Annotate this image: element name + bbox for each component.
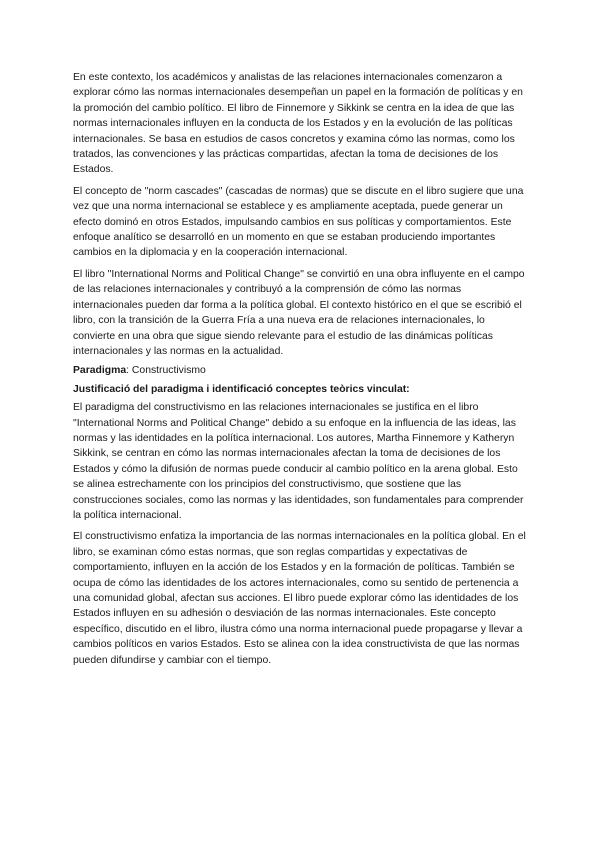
justification-paragraph-1: El paradigma del constructivismo en las relaciones internacionales se justifica en el libro "International Norms and Political Change" debido a su enfoque en la influencia de las ideas, las normas y las identidades en la política internacional. Los autores, Martha Finnemore y Katheryn Sikkink, se centran en cómo las normas internacionales afectan la toma de decisiones de los Estados y cómo la difusión de normas puede conducir al cambio político en la arena global. Esto se alinea estrechamente con los principios del constructivismo, que sostiene que las construcciones sociales, como las normas y las identidades, son fundamentales para comprender la política internacional.	[73, 402, 524, 521]
justification-heading: Justificació del paradigma i identificació conceptes teòrics vinculat:	[73, 383, 410, 395]
document-page	[73, 70, 528, 674]
intro-paragraph-context: En este contexto, los académicos y analistas de las relaciones internacionales comenzaron a explorar cómo las normas internacionales desempeñan un papel en la formación de políticas y en la promoción del cambio político. El libro de Finnemore y Sikkink se centra en la idea de que las normas internacionales influyen en la conducta de los Estados y en la evolución de las políticas internacionales. Se basa en estudios de casos concretos y examina cómo las normas, como los tratados, las convenciones y las prácticas compartidas, afectan la toma de decisiones de los Estados.	[73, 72, 523, 176]
paradigm-line	[73, 363, 528, 378]
justification-paragraph-2: El constructivismo enfatiza la importancia de las normas internacionales en la política global. En el libro, se examinan cómo estas normas, que son reglas compartidas y expectativas de comportamiento, influyen en la acción de los Estados y en la formación de políticas. También se ocupa de cómo las identidades de los actores internacionales, como su sentido de pertenencia a una comunidad global, afectan sus acciones. El libro puede explorar cómo las identidades de los Estados influyen en su adhesión o desviación de las normas internacionales. Este concepto específico, discutido en el libro, ilustra cómo una norma internacional puede propagarse y llevar a cambios políticos en varios Estados. Esto se alinea con la idea constructivista de que las normas pueden difundirse y cambiar con el tiempo.	[73, 531, 526, 666]
paradigm-value: : Constructivismo	[126, 365, 206, 377]
paradigm-label: Paradigma	[73, 365, 127, 377]
intro-paragraph-norm-cascades: El concepto de "norm cascades" (cascadas de normas) que se discute en el libro sugiere que una vez que una norma internacional se establece y es ampliamente aceptada, puede generar un efecto dominó en otros Estados, impulsando cambios en sus políticas y comportamientos. Este enfoque analítico se desarrolló en un momento en que se estaban produciendo importantes cambios en la diplomacia y en la cooperación internacional.	[73, 185, 524, 259]
intro-paragraph-book-influence: El libro "International Norms and Political Change" se convirtió en una obra influyente en el campo de las relaciones internacionales y contribuyó a la comprensión de cómo las normas internacionales pueden dar forma a la política global. El contexto histórico en el que se escribió el libro, con la transición de la Guerra Fría a una nueva era de relaciones internacionales, lo convierte en una obra que sigue siendo relevante para el estudio de las dinámicas políticas internacionales y las normas en la actualidad.	[73, 268, 525, 357]
